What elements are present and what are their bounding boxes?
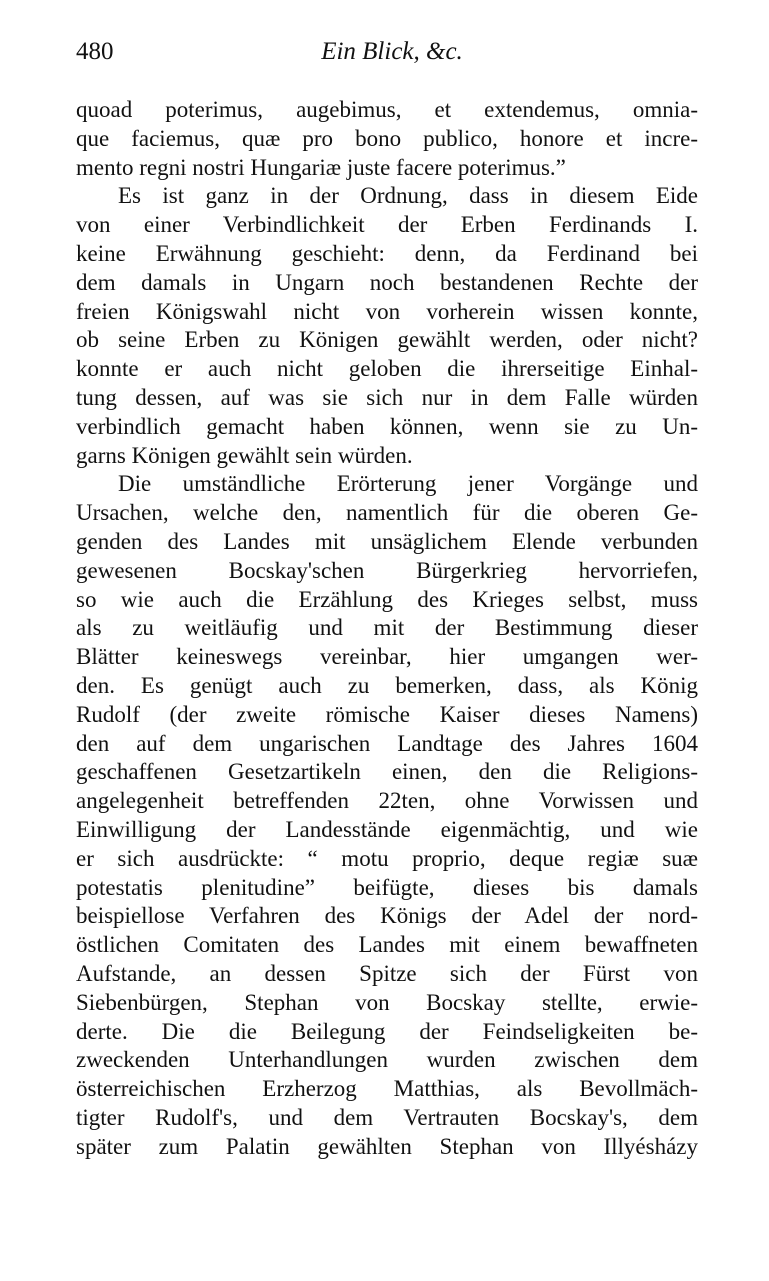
paragraph-start-line: Es ist ganz in der Ordnung, dass in diesem Eide bbox=[118, 183, 698, 209]
text-line: den. Es genügt auch zu bemerken, dass, als König bbox=[76, 672, 698, 698]
page-header bbox=[76, 34, 698, 70]
text-line: Einwilligung der Landesstände eigenmächtig, und wie bbox=[76, 816, 698, 842]
text-line: beispiellose Verfahren des Königs der Adel der nord- bbox=[76, 903, 698, 929]
text-line: ob seine Erben zu Königen gewählt werden, oder nicht? bbox=[76, 327, 698, 353]
text-line: von einer Verbindlichkeit der Erben Ferdinands I. bbox=[76, 212, 698, 238]
text-line: potestatis plenitudine” beifügte, dieses bis damals bbox=[76, 874, 698, 900]
text-line: mento regni nostri Hungariæ juste facere poterimus.” bbox=[76, 154, 566, 180]
text-line: konnte er auch nicht geloben die ihrerseitige Einhal- bbox=[76, 356, 698, 382]
text-line: Blätter keineswegs vereinbar, hier umgangen wer- bbox=[76, 644, 698, 670]
text-line: tigter Rudolf's, und dem Vertrauten Bocskay's, dem bbox=[76, 1104, 698, 1130]
text-line: Siebenbürgen, Stephan von Bocskay stellte, erwie- bbox=[76, 989, 698, 1015]
text-line: später zum Palatin gewählten Stephan von Illyésházy bbox=[76, 1133, 698, 1159]
text-line: freien Königswahl nicht von vorherein wissen konnte, bbox=[76, 298, 698, 324]
text-line: garns Königen gewählt sein würden. bbox=[76, 442, 413, 468]
body-text bbox=[76, 96, 698, 1161]
text-line: östlichen Comitaten des Landes mit einem bewaffneten bbox=[76, 932, 698, 958]
page-number: 480 bbox=[76, 38, 114, 65]
text-line: quoad poterimus, augebimus, et extendemus, omnia- bbox=[76, 97, 698, 122]
text-line: keine Erwähnung geschieht: denn, da Ferdinand bei bbox=[76, 240, 698, 266]
text-line: geschaffenen Gesetzartikeln einen, den die Religions- bbox=[76, 759, 698, 785]
text-line: Ursachen, welche den, namentlich für die oberen Ge- bbox=[76, 500, 698, 526]
text-line: derte. Die die Beilegung der Feindseligkeiten be- bbox=[76, 1018, 698, 1044]
text-line: gewesenen Bocskay'schen Bürgerkrieg hervorriefen, bbox=[76, 557, 698, 583]
text-line: zweckenden Unterhandlungen wurden zwischen dem bbox=[76, 1047, 698, 1073]
paragraph-start-line: Die umständliche Erörterung jener Vorgänge und bbox=[118, 471, 698, 497]
text-line: er sich ausdrückte: “ motu proprio, deque regiæ suæ bbox=[76, 845, 698, 871]
text-line: Rudolf (der zweite römische Kaiser dieses Namens) bbox=[76, 701, 698, 727]
text-line: Aufstande, an dessen Spitze sich der Fürst von bbox=[76, 960, 698, 986]
text-line: dem damals in Ungarn noch bestandenen Rechte der bbox=[76, 269, 698, 295]
text-line: verbindlich gemacht haben können, wenn sie zu Un- bbox=[76, 413, 698, 439]
text-line: angelegenheit betreffenden 22ten, ohne Vorwissen und bbox=[76, 788, 698, 814]
running-head: Ein Blick, &c. bbox=[321, 38, 463, 65]
text-line: genden des Landes mit unsäglichem Elende verbunden bbox=[76, 528, 698, 554]
text-line: österreichischen Erzherzog Matthias, als Bevollmäch- bbox=[76, 1076, 698, 1102]
text-line: so wie auch die Erzählung des Krieges selbst, muss bbox=[76, 586, 698, 612]
text-line: als zu weitläufig und mit der Bestimmung dieser bbox=[76, 615, 698, 641]
text-line: que faciemus, quæ pro bono publico, honore et incre- bbox=[76, 125, 698, 151]
text-line: tung dessen, auf was sie sich nur in dem Falle würden bbox=[76, 384, 698, 410]
text-line: den auf dem ungarischen Landtage des Jahres 1604 bbox=[76, 730, 698, 756]
